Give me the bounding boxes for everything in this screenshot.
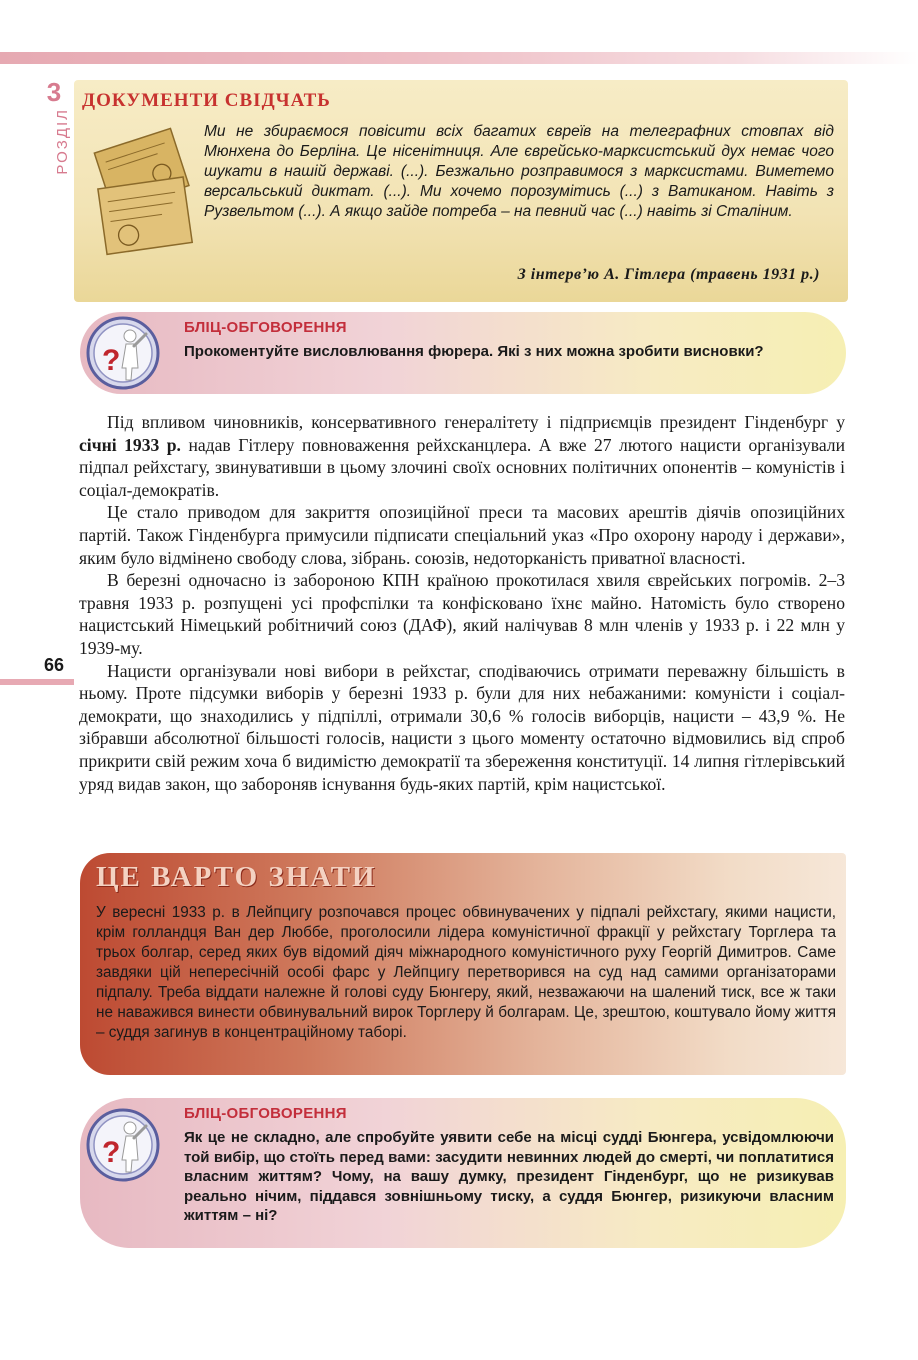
section-label <box>40 77 71 188</box>
section-word: РОЗДІЛ <box>54 108 71 175</box>
paragraph-4: Нацисти організували нові вибори в рейхстаг, сподіваючись отримати переважну більшість в ньому. Проте підсумки виборів у березні 1933 р. були для них небажаними: комуністи і соціал-демократи, що знаходились у підпіллі, отримали 30,6 % голосів виборців, нацисти – 43,9 %. Не зібравши абсолютної більшості голосів, нацисти з цього моменту остаточно відмовились від спроб прикрити свій режим хоча б видимістю демократії та збереження конституції. 14 липня гітлерівський уряд видав закон, що забороняв існування будь-яких партій, крім нацистської. <box>79 660 845 794</box>
paragraph-2: Це стало приводом для закриття опозиційної преси та масових арештів діячів опозиційних партій. Також Гінденбурга примусили підписати спеціальний указ «Про охорону народу і держави», яким було відмінено свободу слова, зібрань. союзів, недоторканість приватної власності. <box>79 502 845 568</box>
documents-source: З інтерв’ю А. Гітлера (травень 1931 р.) <box>517 266 820 283</box>
old-documents-icon <box>90 120 210 270</box>
page-number-stripe <box>0 679 74 685</box>
question-person-icon <box>86 1108 160 1182</box>
section-number: 3 <box>46 77 62 107</box>
blitz-title: БЛІЦ-ОБГОВОРЕННЯ <box>184 1105 347 1122</box>
documents-testify-box <box>74 80 848 302</box>
question-person-icon <box>86 316 160 390</box>
documents-quote: Ми не збираємося повісити всіх багатих євреїв на телеграфних стовпах від Мюнхена до Берліна. Це нісенітниця. Але єврейсько-марксистський дух немає чого шукати в нашій державі. (...). Безжально розправимося з марксистами. Виметемо версальський диктат. (...). Ми хочемо порозумітись (...) з Ватиканом. Навіть з Рузвельтом (...). А якщо зайде потреба – на певний час (...) навіть зі Сталіним. <box>204 123 834 220</box>
blitz-question: Прокоментуйте висловлювання фюрера. Які з них можна зробити висновки? <box>184 343 764 360</box>
worth-knowing-box <box>80 853 846 1075</box>
bold-date: січні 1933 р. <box>79 434 181 455</box>
svg-text:?: ? <box>102 1136 121 1169</box>
blitz-title: БЛІЦ-ОБГОВОРЕННЯ <box>184 319 347 336</box>
page-number: 66 <box>44 655 65 675</box>
top-decor-stripe <box>0 52 918 64</box>
paragraph-1: Під впливом чиновників, консервативного генералітету і підприємців президент Гінденбург у січні 1933 р. надав Гітлеру повноваження рейхсканцлера. А вже 27 лютого нацисти організували підпал рейхстагу, звинувативши в цьому злочині своїх основних політичних опонентів – комуністів і соціал-демократів. <box>79 412 846 500</box>
blitz-question: Як це не складно, але спробуйте уявити себе на місці судді Бюнгера, усвідомлюючи той вибір, що стоїть перед вами: засудити невинних людей до смерті, чи поплатитися власним життям? Чому, на вашу думку, президент Гінденбург, що не ризикував реально нічим, піддався зовнішньому тиску, а суддя Бюнгер, ризикуючи власним життям – ні? <box>184 1129 834 1224</box>
documents-title: ДОКУМЕНТИ СВІДЧАТЬ <box>82 90 331 111</box>
main-text <box>79 411 845 795</box>
worth-knowing-text: У вересні 1933 р. в Лейпцигу розпочався процес обвинувачених у підпалі рейхстагу, якими нацисти, крім голландця Ван дер Люббе, проголосили лідера комуністичної фракції у рейхстагу Торглера та трьох болгар, серед яких був відомий діяч міжнародного комуністичного руху Георгій Димитров. Саме завдяки цій непересічній особі фарс у Лейпцигу перетворився на суд над самими організаторами підпалу. Треба віддати належне й голові суду Бюнгеру, який, незважаючи на шалений тиск, все ж таки не наважився винести обвинувальний вирок Торглеру й болгарам. Це, зрештою, коштувало йому життя – суддя загинув в концентраційному таборі. <box>96 904 836 1041</box>
svg-text:?: ? <box>102 344 121 377</box>
blitz-discussion-box-1 <box>80 312 846 394</box>
blitz-discussion-box-2 <box>80 1098 846 1248</box>
paragraph-3: В березні одночасно із забороною КПН країною прокотилася хвиля єврейських погромів. 2–3 травня 1933 р. розпущені усі профспілки та конфісковано їхнє майно. Натомість було створено нацистський Німецький робітничий союз (ДАФ), який налічував 8 млн членів у 1933 р. і 22 млн у 1939-му. <box>79 570 845 658</box>
worth-knowing-title: ЦЕ ВАРТО ЗНАТИ <box>96 861 377 893</box>
